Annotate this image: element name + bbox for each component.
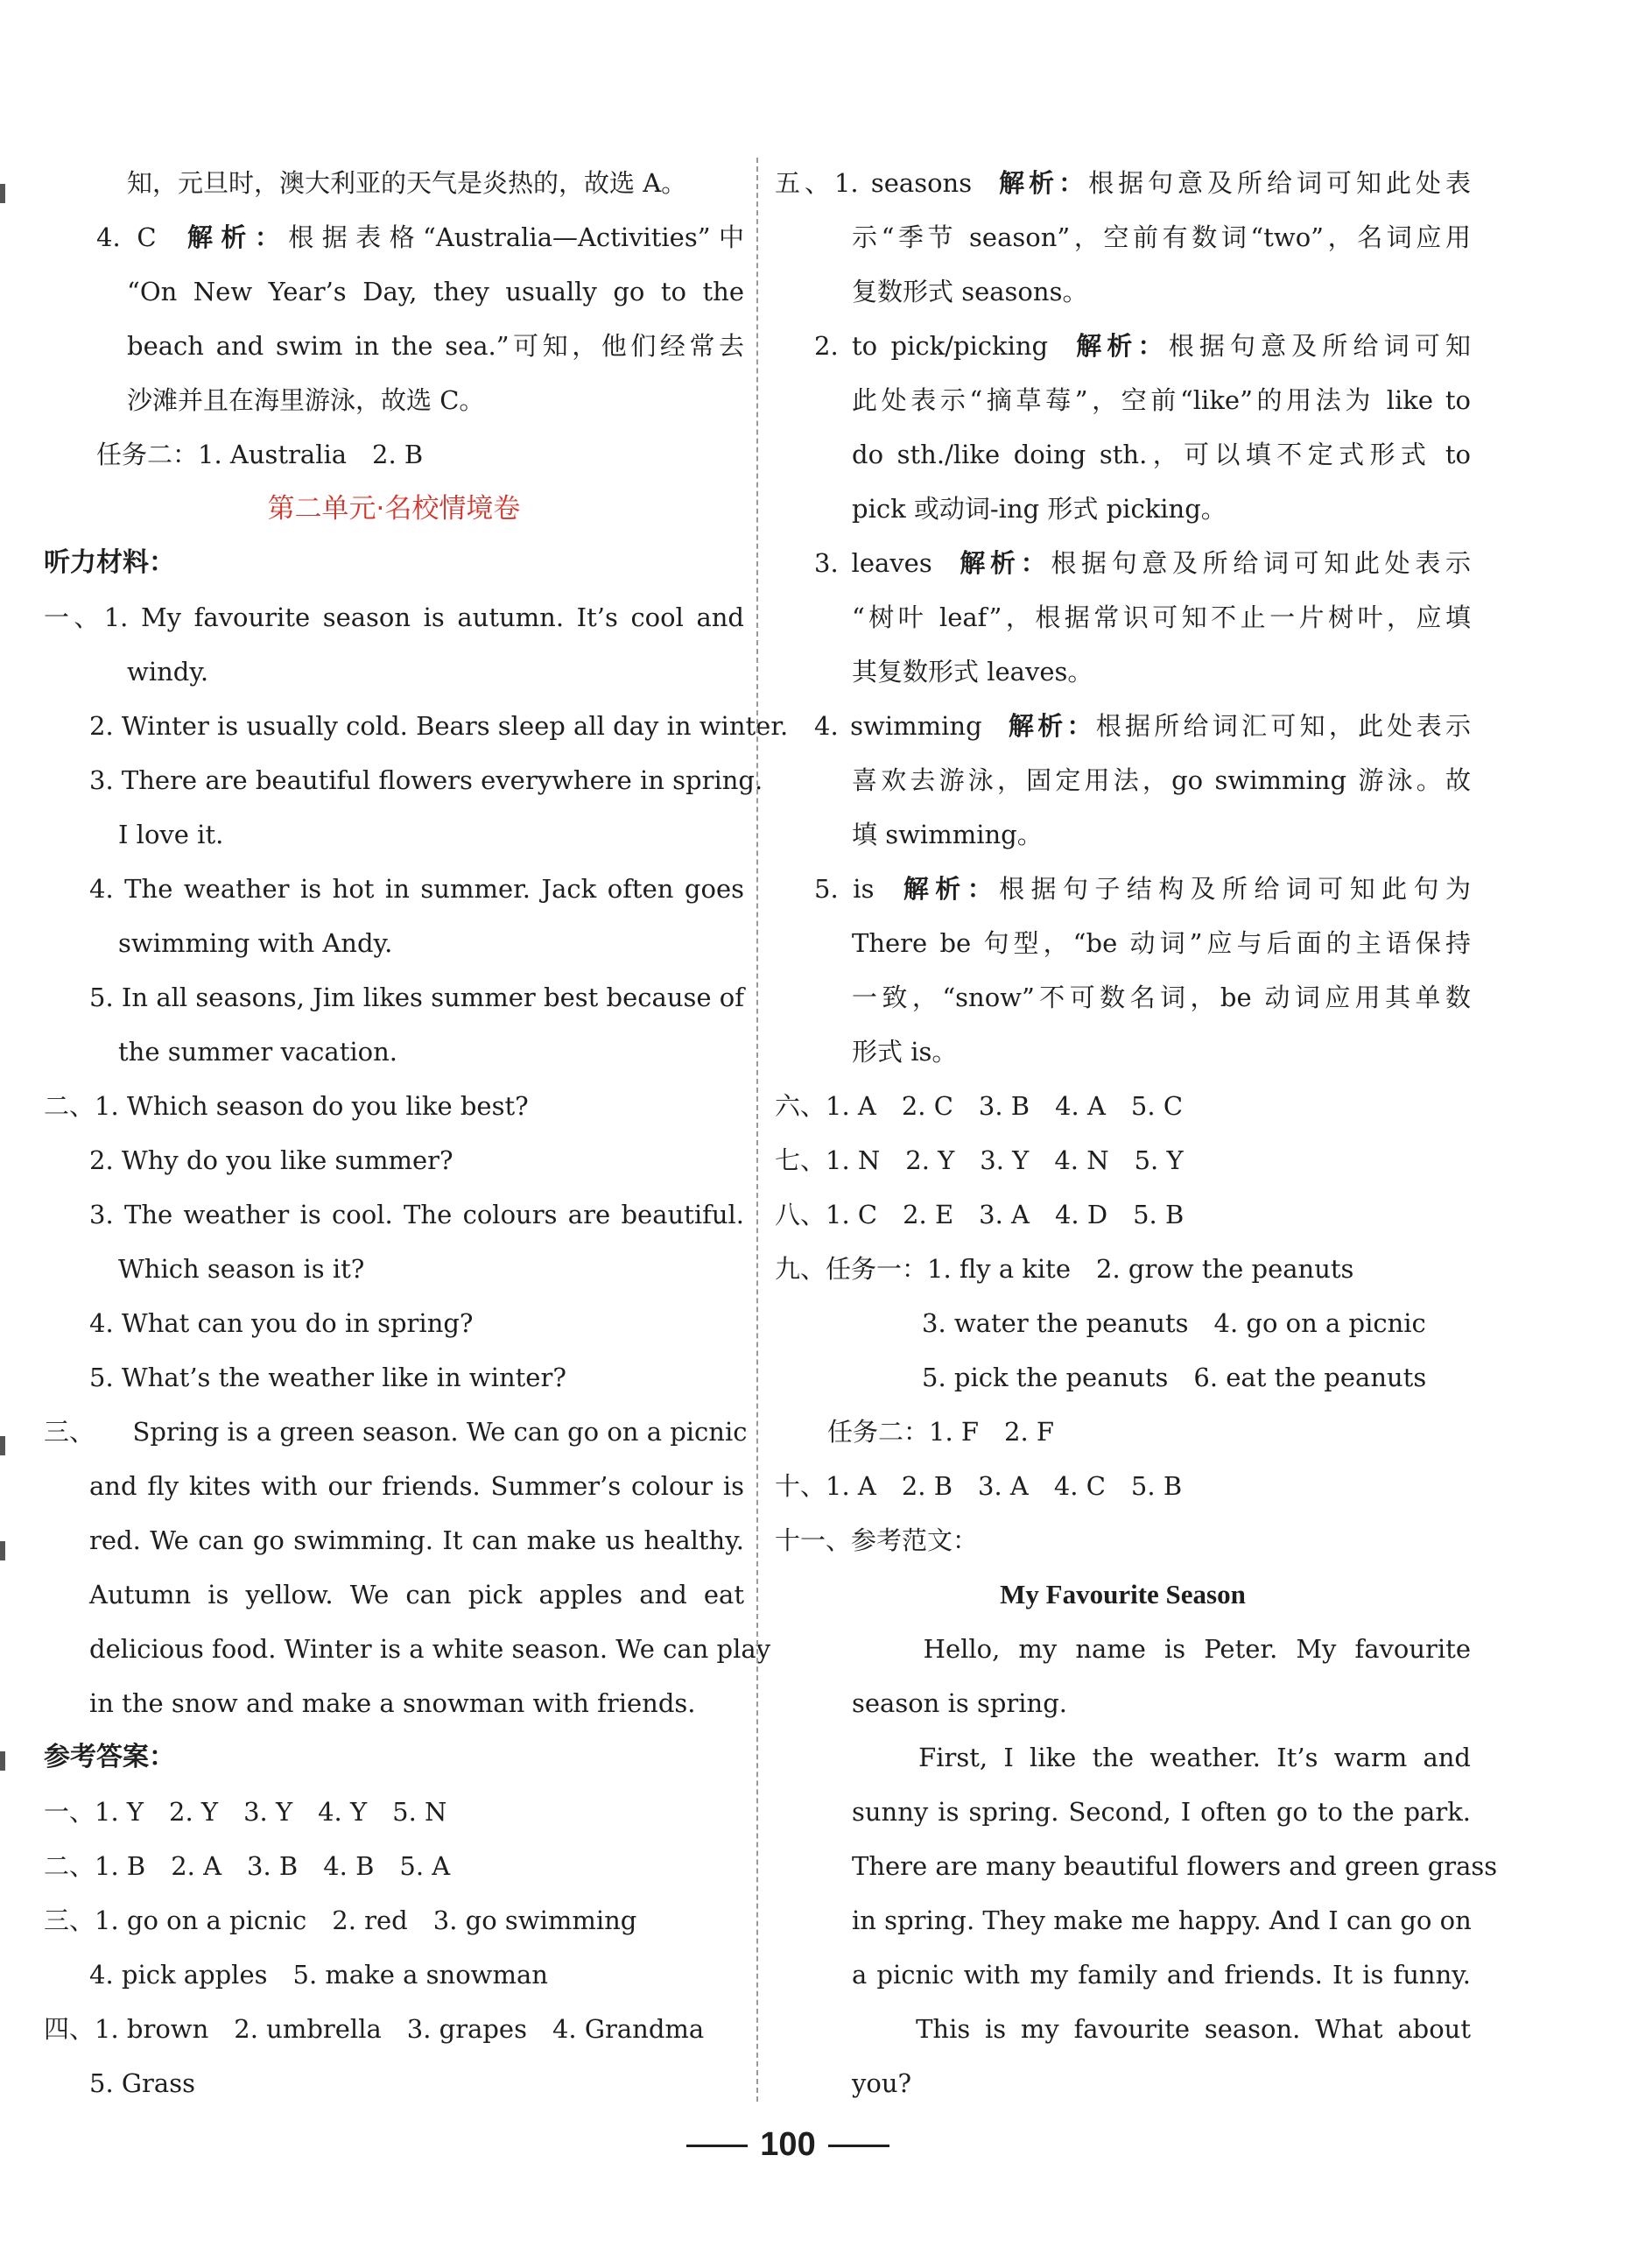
left-line: 三、 Spring is a green season. We can go on a picnic (44, 1417, 748, 1447)
right-line: Hello, my name is Peter. My favourite (852, 1634, 1471, 1664)
left-line: red. We can go swimming. It can make us healthy. (89, 1525, 744, 1555)
right-line: 一致，“snow”不可数名词，be 动词应用其单数 (852, 983, 1471, 1012)
left-line: windy. (127, 657, 209, 687)
left-line: I love it. (118, 820, 224, 849)
right-line: 其复数形式 leaves。 (852, 657, 1093, 687)
right-line: season is spring. (852, 1688, 1067, 1718)
right-line: in spring. They make me happy. And I can go on (852, 1905, 1472, 1935)
right-line: 3. water the peanuts 4. go on a picnic (922, 1308, 1426, 1338)
right-line: 复数形式 seasons。 (852, 277, 1088, 306)
left-line (44, 210, 744, 264)
left-line: 5. Grass (89, 2068, 195, 2098)
right-line: sunny is spring. Second, I often go to the park. (852, 1797, 1471, 1827)
right-line: There be 句型，“be 动词”应与后面的主语保持 (852, 928, 1471, 958)
analysis-text: 根据所给词汇可知，此处表示 (1095, 711, 1471, 741)
right-line: 5. pick the peanuts 6. eat the peanuts (922, 1363, 1427, 1392)
analysis-text: 根据句意及所给词可知此处表 (1088, 168, 1471, 198)
analysis-label: 解析： (954, 548, 1051, 578)
right-line: 喜欢去游泳，固定用法，go swimming 游泳。故 (852, 765, 1471, 795)
left-line: 5. In all seasons, Jim likes summer best because of (89, 983, 744, 1012)
left-line: 2. Winter is usually cold. Bears sleep all day in winter. (89, 711, 789, 741)
page-number-footer (0, 2126, 1576, 2164)
right-line: 此处表示“摘草莓”，空前“like”的用法为 like to (852, 385, 1471, 415)
right-line (775, 156, 1471, 210)
right-line: 七、1. N 2. Y 3. Y 4. N 5. Y (775, 1145, 1184, 1175)
footer-dash-right (828, 2145, 889, 2147)
right-line: 八、1. C 2. E 3. A 4. D 5. B (775, 1200, 1185, 1229)
analysis-label: 解析： (1004, 711, 1096, 741)
page-number: 100 (760, 2126, 816, 2163)
right-line: First, I like the weather. It’s warm and (852, 1743, 1471, 1772)
item-number: 五、1. seasons (775, 168, 973, 198)
right-line: 六、1. A 2. C 3. B 4. A 5. C (775, 1091, 1184, 1121)
item-number: 4. swimming (814, 711, 982, 741)
left-line: the summer vacation. (118, 1037, 397, 1067)
left-line: 2. Why do you like summer? (89, 1145, 453, 1175)
left-column (44, 156, 789, 2110)
left-line: Which season is it? (118, 1254, 365, 1284)
right-line: 十、1. A 2. B 3. A 4. C 5. B (775, 1471, 1183, 1501)
right-line (775, 536, 1471, 590)
analysis-text: 根据句意及所给词可知此处表示 (1051, 548, 1471, 578)
analysis-text: 根据句意及所给词可知 (1168, 331, 1471, 361)
left-line: 一、1. Y 2. Y 3. Y 4. Y 5. N (44, 1797, 447, 1827)
left-line: 4. The weather is hot in summer. Jack often goes (89, 874, 744, 904)
left-line: 一、1. My favourite season is autumn. It’s cool and (44, 602, 744, 632)
left-line: 3. There are beautiful flowers everywhere in spring. (89, 765, 763, 795)
left-line: 听力材料： (44, 547, 175, 578)
left-line: Autumn is yellow. We can pick apples and eat (89, 1580, 744, 1610)
right-line: 任务二：1. F 2. F (827, 1417, 1055, 1447)
scan-edge-mark (0, 1541, 5, 1560)
column-divider (756, 158, 758, 2102)
right-column (775, 156, 1498, 2110)
left-line: beach and swim in the sea.”可知，他们经常去 (127, 331, 744, 361)
right-line: do sth./like doing sth.，可以填不定式形式 to (852, 440, 1471, 469)
right-line (775, 699, 1471, 753)
left-line: and fly kites with our friends. Summer’s colour is (89, 1471, 744, 1501)
left-line: 5. What’s the weather like in winter? (89, 1363, 566, 1392)
left-line: 第二单元·名校情境卷 (267, 493, 521, 525)
analysis-label: 解析： (1071, 331, 1169, 361)
left-line: delicious food. Winter is a white season. We can play (89, 1634, 771, 1664)
analysis-label: 解析： (896, 874, 1000, 904)
analysis-label: 解析： (179, 222, 289, 252)
item-number: 5. is (814, 874, 875, 904)
left-line: 沙滩并且在海里游泳，故选 C。 (127, 385, 485, 415)
left-line: 四、1. brown 2. umbrella 3. grapes 4. Grandma (44, 2014, 705, 2044)
right-line: “树叶 leaf”，根据常识可知不止一片树叶，应填 (852, 602, 1471, 632)
right-line: There are many beautiful flowers and green grass (852, 1851, 1498, 1881)
analysis-text: 根据句子结构及所给词可知此句为 (999, 874, 1471, 904)
right-line: a picnic with my family and friends. It is funny. (852, 1960, 1471, 1990)
left-line: “On New Year’s Day, they usually go to the (127, 277, 744, 306)
right-line: 填 swimming。 (852, 820, 1043, 849)
right-line: pick 或动词-ing 形式 picking。 (852, 494, 1227, 524)
item-number: 4. C (96, 222, 157, 252)
left-line: 三、1. go on a picnic 2. red 3. go swimming (44, 1905, 637, 1935)
analysis-label: 解析： (995, 168, 1089, 198)
item-number: 3. leaves (814, 548, 932, 578)
left-line: 任务二：1. Australia 2. B (96, 440, 424, 469)
right-line: 形式 is。 (852, 1037, 958, 1067)
left-line: 4. pick apples 5. make a snowman (89, 1960, 548, 1990)
left-line: 3. The weather is cool. The colours are beautiful. (89, 1200, 744, 1229)
left-line: 知，元旦时，澳大利亚的天气是炎热的，故选 A。 (127, 168, 687, 198)
right-line: 九、任务一：1. fly a kite 2. grow the peanuts (775, 1254, 1354, 1284)
scan-edge-mark (0, 184, 5, 203)
left-line: swimming with Andy. (118, 928, 393, 958)
right-line: This is my favourite season. What about (852, 2014, 1471, 2044)
analysis-text: 根据表格“Australia—Activities”中 (288, 222, 744, 252)
left-line: in the snow and make a snowman with friends. (89, 1688, 696, 1718)
left-line: 4. What can you do in spring? (89, 1308, 474, 1338)
scan-edge-mark (0, 1751, 5, 1771)
right-line (775, 862, 1471, 916)
right-line (775, 319, 1471, 373)
right-line: My Favourite Season (1000, 1579, 1246, 1610)
scan-edge-mark (0, 1436, 5, 1455)
left-line: 二、1. Which season do you like best? (44, 1091, 529, 1121)
left-line: 参考答案： (44, 1742, 175, 1772)
item-number: 2. to pick/picking (814, 331, 1049, 361)
right-line: 十一、参考范文： (775, 1525, 979, 1555)
left-line: 二、1. B 2. A 3. B 4. B 5. A (44, 1851, 451, 1881)
right-line: 示“季节 season”，空前有数词“two”，名词应用 (852, 222, 1471, 252)
right-line: you? (852, 2068, 912, 2098)
footer-dash-left (686, 2145, 748, 2147)
